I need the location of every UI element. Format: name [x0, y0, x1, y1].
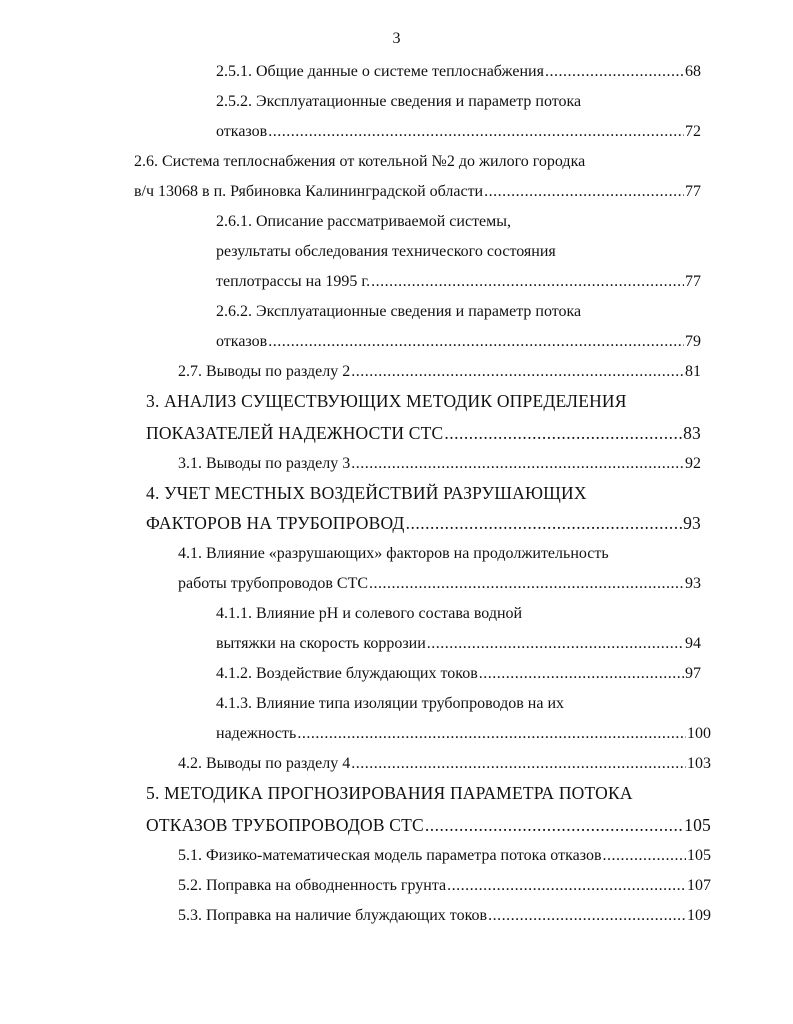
toc-entry-text: 4.1. Влияние «разрушающих» факторов на продолжительность — [178, 545, 609, 562]
toc-entry-text: 5.2. Поправка на обводненность грунта — [178, 877, 447, 894]
toc-entry-4-2 — [178, 744, 711, 772]
toc-entry-text: 5. МЕТОДИКА ПРОГНОЗИРОВАНИЯ ПАРАМЕТРА ПОТОКА — [146, 782, 633, 803]
toc-entry-text: 2.7. Выводы по разделу 2 — [178, 363, 351, 380]
toc-entry-2-6-1-cont2 — [216, 262, 701, 290]
toc-leader-dots — [488, 908, 686, 924]
toc-entry-text: ОТКАЗОВ ТРУБОПРОВОДОВ СТС — [146, 814, 424, 835]
toc-entry-2-6-2-cont — [216, 322, 701, 350]
toc-entry-3-1 — [178, 444, 701, 472]
toc-entry-2-5-2 — [216, 82, 581, 110]
toc-leader-dots — [406, 515, 683, 533]
toc-entry-5-3 — [178, 896, 711, 924]
toc-leader-dots — [425, 817, 683, 835]
toc-entry-2-5-1 — [216, 52, 701, 80]
toc-entry-4-1-1 — [216, 594, 522, 622]
page-number: 3 — [392, 30, 401, 47]
toc-leader-dots — [447, 878, 686, 894]
toc-entry-text: теплотрассы на 1995 г. — [216, 273, 371, 290]
toc-entry-text: 2.5.2. Эксплуатационные сведения и параметр потока — [216, 93, 582, 110]
toc-entry-text: 2.5.1. Общие данные о системе теплоснабжения — [216, 63, 544, 80]
toc-entry-page: 97 — [685, 665, 701, 682]
toc-chapter-3-cont — [146, 414, 701, 442]
toc-entry-page: 94 — [685, 635, 701, 652]
toc-entry-text: надежность — [216, 725, 297, 742]
toc-entry-page: 105 — [684, 814, 711, 835]
toc-entry-2-6-2 — [216, 292, 581, 320]
toc-entry-text: 4.1.1. Влияние pH и солевого состава водной — [216, 605, 523, 622]
toc-leader-dots — [369, 576, 684, 592]
toc-entry-text: 2.6. Система теплоснабжения от котельной №2 до жилого городка — [134, 153, 586, 170]
toc-leader-dots — [371, 274, 684, 290]
toc-leader-dots — [545, 64, 684, 80]
toc-leader-dots — [351, 756, 686, 772]
toc-chapter-5-cont — [146, 806, 711, 834]
toc-entry-4-1-1-cont — [216, 624, 701, 652]
toc-entry-text: 4.1.3. Влияние типа изоляции трубопроводов на их — [216, 695, 565, 712]
toc-entry-text: 4.1.2. Воздействие блуждающих токов — [216, 665, 478, 682]
toc-entry-page: 103 — [687, 755, 711, 772]
toc-entry-5-2 — [178, 866, 711, 894]
toc-entry-4-1-cont — [178, 564, 701, 592]
toc-entry-4-1-2 — [216, 654, 701, 682]
toc-entry-2-7 — [178, 352, 701, 380]
toc-entry-page: 109 — [687, 907, 711, 924]
toc-entry-2-6 — [134, 142, 585, 170]
toc-entry-text: 3.1. Выводы по разделу 3 — [178, 455, 351, 472]
toc-entry-text: отказов — [216, 333, 268, 350]
toc-entry-page: 100 — [687, 725, 711, 742]
toc-entry-4-1-3-cont — [216, 714, 711, 742]
toc-entry-text: 2.6.2. Эксплуатационные сведения и параметр потока — [216, 303, 582, 320]
toc-entry-2-6-1-cont — [216, 232, 556, 260]
toc-entry-page: 72 — [685, 123, 701, 140]
toc-entry-text: 2.6.1. Описание рассматриваемой системы, — [216, 213, 512, 230]
toc-entry-page: 77 — [685, 183, 701, 200]
toc-entry-text: 5.1. Физико-математическая модель параметра потока отказов — [178, 847, 602, 864]
toc-chapter-4-cont — [146, 504, 701, 532]
toc-entry-text: вытяжки на скорость коррозии — [216, 635, 426, 652]
toc-entry-text: ФАКТОРОВ НА ТРУБОПРОВОД — [146, 512, 405, 533]
toc-entry-page: 68 — [685, 63, 701, 80]
toc-entry-text: 4. УЧЕТ МЕСТНЫХ ВОЗДЕЙСТВИЙ РАЗРУШАЮЩИХ — [146, 482, 587, 503]
toc-entry-page: 81 — [685, 363, 701, 380]
toc-entry-2-5-2-cont — [216, 112, 701, 140]
toc-entry-4-1-3 — [216, 684, 564, 712]
toc-entry-2-6-cont — [134, 172, 701, 200]
toc-leader-dots — [351, 364, 684, 380]
toc-leader-dots — [484, 184, 684, 200]
toc-entry-text: отказов — [216, 123, 268, 140]
toc-entry-text: результаты обследования технического состояния — [216, 243, 556, 260]
toc-entry-page: 93 — [685, 575, 701, 592]
toc-entry-page: 93 — [683, 512, 701, 533]
toc-entry-page: 79 — [685, 333, 701, 350]
toc-entry-text: ПОКАЗАТЕЛЕЙ НАДЕЖНОСТИ СТС — [146, 422, 444, 443]
toc-entry-text: в/ч 13068 в п. Рябиновка Калининградской области — [134, 183, 484, 200]
toc-leader-dots — [297, 726, 686, 742]
toc-entry-2-6-1 — [216, 202, 511, 230]
toc-chapter-3 — [146, 382, 627, 410]
toc-entry-page: 83 — [683, 422, 701, 443]
toc-leader-dots — [603, 848, 687, 864]
toc-leader-dots — [268, 334, 684, 350]
toc-entry-text: 5.3. Поправка на наличие блуждающих токов — [178, 907, 488, 924]
toc-entry-5-1 — [178, 836, 711, 864]
toc-leader-dots — [444, 425, 682, 443]
toc-leader-dots — [479, 666, 684, 682]
toc-entry-page: 105 — [687, 847, 711, 864]
toc-entry-text: работы трубопроводов СТС — [178, 575, 369, 592]
toc-entry-page: 77 — [685, 273, 701, 290]
toc-entry-page: 92 — [685, 455, 701, 472]
toc-leader-dots — [427, 636, 684, 652]
toc-entry-text: 4.2. Выводы по разделу 4 — [178, 755, 351, 772]
toc-leader-dots — [268, 124, 684, 140]
toc-chapter-4 — [146, 474, 587, 502]
toc-entry-4-1 — [178, 534, 609, 562]
toc-leader-dots — [351, 456, 684, 472]
toc-chapter-5 — [146, 774, 633, 802]
toc-entry-text: 3. АНАЛИЗ СУЩЕСТВУЮЩИХ МЕТОДИК ОПРЕДЕЛЕНИЯ — [146, 390, 627, 411]
toc-entry-page: 107 — [687, 877, 711, 894]
